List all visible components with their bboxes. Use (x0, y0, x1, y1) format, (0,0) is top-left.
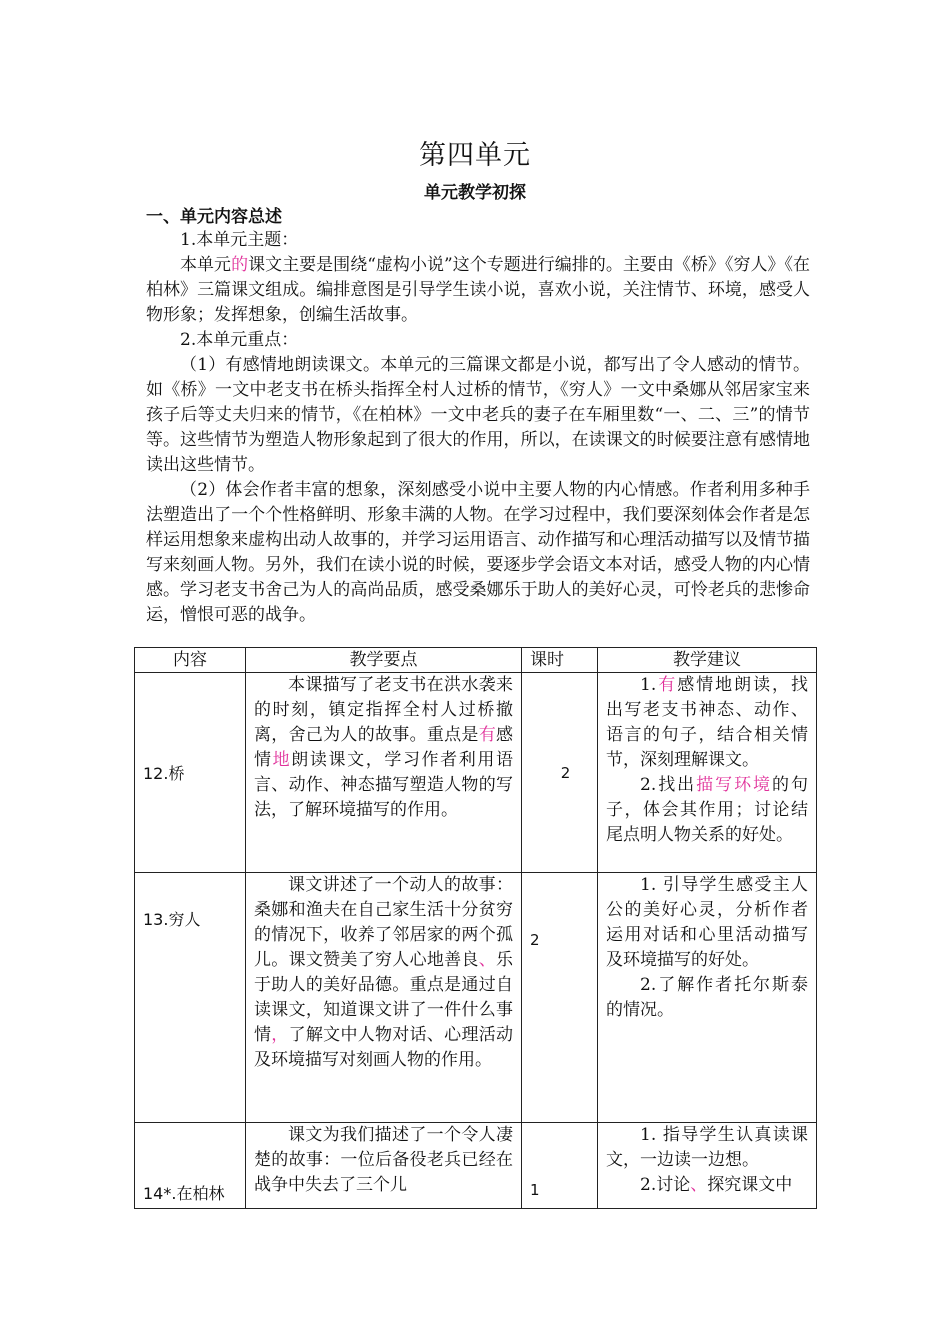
points-text: 乐于助人的美好品德。重点是通过自读课文，知道课文讲了一件什么事情 (254, 950, 514, 1045)
focus-paragraph-1: （1）有感情地朗读课文。本单元的三篇课文都是小说，都写出了令人感动的情节。如《桥》一文中老支书在桥头指挥全村人过桥的情节，《穷人》一文中桑娜从邻居家宝来孩子后等丈夫归来的情节，《在柏林》一文中老兵的妻子在车厢里数“一、二、三”的情节等。这些情节为塑造人物形象起到了很大的作用，所以，在读课文的时候要注意有感情地读出这些情节。 (146, 355, 810, 475)
theme-text-highlight: 的 (231, 255, 249, 275)
theme-text-rest: 课文主要是围绕“虚构小说”这个专题进行编排的。主要由《桥》《穷人》《在柏林》三篇课文组成。编排意图是引导学生读小说，喜欢小说，关注情节、环境，感受人物形象；发挥想象，创编生活故事。 (146, 255, 811, 325)
points-text: 了解文中人物对话、心理活动及环境描写对刻画人物的作用。 (254, 1025, 514, 1070)
points-text: 朗读课文，学习作者利用语言、动作、神态描写塑造人物的写法，了解环境描写的作用。 (254, 750, 514, 820)
table-row (135, 673, 817, 873)
focus-paragraph-2: （2）体会作者丰富的想象，深刻感受小说中主要人物的内心情感。作者利用多种手法塑造出了一个个性格鲜明、形象丰满的人物。在学习过程中，我们要深刻体会作者是怎样运用想象来虚构出动人故事的，并学习运用语言、动作描写和心理活动描写以及情节描写来刻画人物。另外，我们在读小说的时候，要逐步学会语文本对话，感受人物的内心情感。学习老支书舍己为人的高尚品质，感受桑娜乐于助人的美好心灵，可怜老兵的悲惨命运，憎恨可恶的战争。 (146, 480, 810, 625)
lesson-hours (522, 873, 598, 1123)
section-heading: 一、单元内容总述 (146, 207, 282, 227)
lesson-advice (598, 673, 817, 873)
unit-subtitle: 单元教学初探 (424, 183, 526, 203)
advice-text: 的句子，体会其作用；讨论结尾点明人物关系的好处。 (606, 775, 809, 845)
points-text: 本课描写了老支书在洪水袭来的时刻，镇定指挥全村人过桥撤离，舍己为人的故事。重点是 (254, 675, 513, 745)
table-row (135, 873, 817, 1123)
lesson-points (246, 873, 522, 1123)
lesson-name: 13.穷人 (135, 873, 246, 1123)
points-text: 课文为我们描述了一个令人凄楚的故事：一位后备役老兵已经在战争中失去了三个儿 (254, 1125, 513, 1195)
advice-text: 1. (640, 675, 657, 695)
points-text: 感情 (254, 725, 514, 770)
advice-highlight: 有 (656, 675, 678, 695)
theme-text-start: 本单元 (180, 255, 232, 275)
header-teaching-points: 教学要点 (246, 648, 522, 673)
lesson-name: 12.桥 (135, 673, 246, 873)
focus-label: 2.本单元重点： (180, 330, 299, 350)
points-highlight: 地 (272, 750, 292, 770)
advice-text: 2.了解作者托尔斯泰的情况。 (606, 975, 808, 1020)
lesson-advice (598, 1123, 817, 1209)
points-text: 课文讲述了一个动人的故事：桑娜和渔夫在自己家生活十分贫穷的情况下，收养了邻居家的两个孤儿。课文赞美了穷人心地善良 (254, 875, 513, 970)
advice-text: 感情地朗读，找出写老支书神态、动作、语言的句子，结合相关情节，深刻理解课文。 (606, 675, 809, 770)
advice-text: 探究课文中 (707, 1175, 793, 1195)
theme-paragraph (146, 253, 810, 328)
advice-highlight: 描写环境 (696, 775, 773, 795)
lesson-points (246, 1123, 522, 1209)
hours-value: 2 (530, 931, 540, 949)
advice-text: 1. 指导学生认真读课文，一边读一边想。 (606, 1125, 808, 1170)
header-teaching-advice: 教学建议 (598, 648, 817, 673)
lesson-hours (522, 1123, 598, 1209)
lesson-name: 14*.在柏林 (135, 1123, 246, 1209)
lesson-hours (522, 673, 598, 873)
theme-label: 1.本单元主题： (180, 230, 299, 250)
points-highlight: 有 (478, 725, 497, 745)
lesson-plan-table (134, 647, 817, 1209)
advice-text: 2.找出 (640, 775, 697, 795)
table-header-row (135, 648, 817, 673)
hours-value: 1 (530, 1181, 540, 1199)
advice-highlight: 、 (690, 1175, 708, 1195)
hours-value: 2 (560, 763, 571, 782)
points-highlight: 、 (478, 950, 497, 970)
advice-text: 1. 引导学生感受主人公的美好心灵，分析作者运用对话和心里活动描写及环境描写的好处。 (606, 875, 808, 970)
unit-title: 第四单元 (419, 140, 531, 171)
header-content: 内容 (135, 648, 246, 673)
lesson-advice (598, 873, 817, 1123)
lesson-points (246, 673, 522, 873)
points-highlight: ， (271, 1025, 289, 1045)
advice-text: 2.讨论 (640, 1175, 691, 1195)
header-hours: 课时 (522, 648, 598, 673)
table-row (135, 1123, 817, 1209)
